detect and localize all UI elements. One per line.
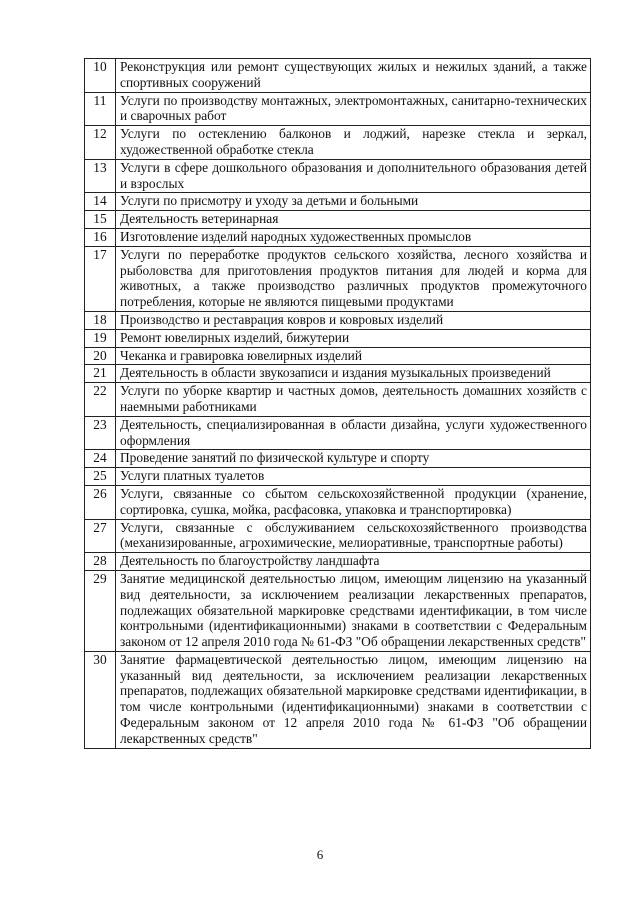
row-number: 27 [85,519,116,553]
table-row [85,570,591,651]
row-description: Проведение занятий по физической культуре и спорту [116,450,591,468]
row-number: 19 [85,329,116,347]
table-row [85,365,591,383]
row-number: 29 [85,570,116,651]
table-row [85,329,591,347]
row-number: 10 [85,59,116,93]
row-description: Чеканка и гравировка ювелирных изделий [116,347,591,365]
row-number: 12 [85,126,116,160]
row-description: Услуги, связанные с обслуживанием сельскохозяйственного производства (механизированные, агрохимические, мелиоративные, транспортные работы) [116,519,591,553]
row-number: 26 [85,485,116,519]
row-number: 17 [85,246,116,311]
row-number: 15 [85,211,116,229]
table-row [85,126,591,160]
table-row [85,246,591,311]
table-row [85,450,591,468]
row-description: Ремонт ювелирных изделий, бижутерии [116,329,591,347]
table-row [85,347,591,365]
row-description: Услуги по остеклению балконов и лоджий, нарезке стекла и зеркал, художественной обработке стекла [116,126,591,160]
row-number: 21 [85,365,116,383]
table-row [85,553,591,571]
row-number: 30 [85,651,116,748]
row-number: 22 [85,383,116,417]
row-number: 13 [85,159,116,193]
row-description: Деятельность в области звукозаписи и издания музыкальных произведений [116,365,591,383]
row-number: 25 [85,468,116,486]
row-description: Деятельность ветеринарная [116,211,591,229]
table-row [85,193,591,211]
activities-table [84,58,591,749]
row-description: Услуги по производству монтажных, электромонтажных, санитарно-технических и сварочных работ [116,92,591,126]
table-row [85,485,591,519]
row-description: Реконструкция или ремонт существующих жилых и нежилых зданий, а также спортивных сооружений [116,59,591,93]
row-number: 18 [85,311,116,329]
row-number: 20 [85,347,116,365]
table-row [85,311,591,329]
row-description: Занятие медицинской деятельностью лицом, имеющим лицензию на указанный вид деятельности, за исключением реализации лекарственных препаратов, подлежащих обязательной маркировке средствами идентификации, в том числе контрольными (идентификационными) знаками в соответствии с Федеральным законом от 12 апреля 2010 года № 61-ФЗ "Об обращении лекарственных средств" [116,570,591,651]
row-description: Занятие фармацевтической деятельностью лицом, имеющим лицензию на указанный вид деятельности, за исключением реализации лекарственных препаратов, подлежащих обязательной маркировке средствами идентификации, в том числе контрольными (идентификационными) знаками в соответствии с Федеральным законом от 12 апреля 2010 года № 61-ФЗ "Об обращении лекарственных средств" [116,651,591,748]
row-description: Производство и реставрация ковров и ковровых изделий [116,311,591,329]
row-description: Услуги, связанные со сбытом сельскохозяйственной продукции (хранение, сортировка, сушка, мойка, расфасовка, упаковка и транспортировка) [116,485,591,519]
row-number: 16 [85,228,116,246]
table-row [85,228,591,246]
row-number: 24 [85,450,116,468]
row-number: 14 [85,193,116,211]
activities-table-body [85,59,591,749]
page-number: 6 [316,847,324,862]
row-description: Услуги платных туалетов [116,468,591,486]
row-description: Услуги по уборке квартир и частных домов, деятельность домашних хозяйств с наемными работниками [116,383,591,417]
row-description: Услуги в сфере дошкольного образования и дополнительного образования детей и взрослых [116,159,591,193]
table-row [85,468,591,486]
table-row [85,519,591,553]
table-row [85,416,591,450]
table-row [85,159,591,193]
row-description: Услуги по присмотру и уходу за детьми и больными [116,193,591,211]
table-row [85,59,591,93]
row-number: 11 [85,92,116,126]
table-row [85,92,591,126]
table-row [85,211,591,229]
row-number: 28 [85,553,116,571]
row-description: Деятельность по благоустройству ландшафта [116,553,591,571]
table-row [85,383,591,417]
row-number: 23 [85,416,116,450]
row-description: Услуги по переработке продуктов сельского хозяйства, лесного хозяйства и рыболовства для приготовления продуктов питания для людей и корма для животных, а также производство различных продуктов промежуточного потребления, которые не являются пищевыми продуктами [116,246,591,311]
table-row [85,651,591,748]
row-description: Изготовление изделий народных художественных промыслов [116,228,591,246]
row-description: Деятельность, специализированная в области дизайна, услуги художественного оформления [116,416,591,450]
